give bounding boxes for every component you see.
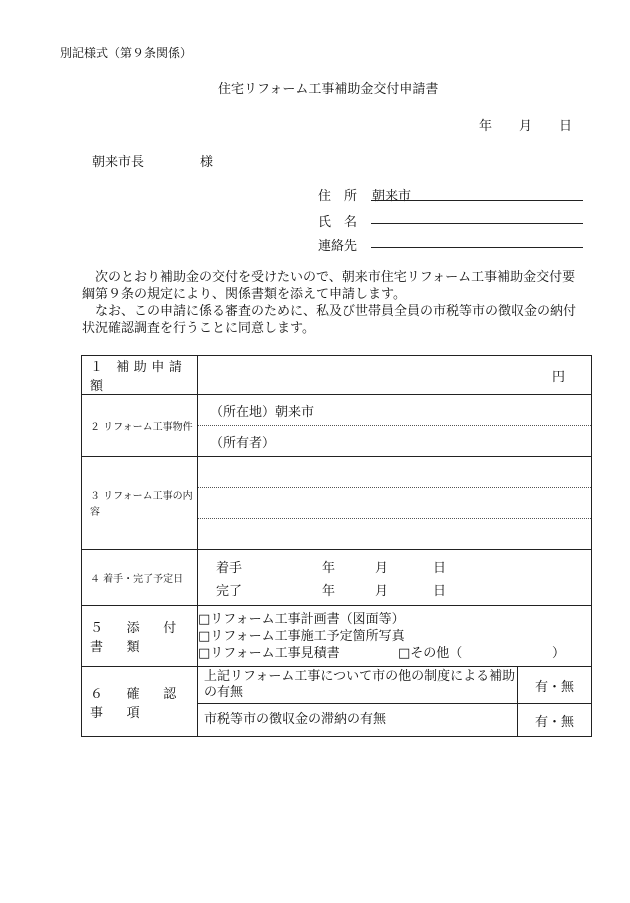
end-year-label: 年 [322, 583, 336, 599]
addressee-honorific: 様 [200, 155, 214, 170]
contact-field[interactable] [371, 247, 583, 248]
other-subsidy-answer[interactable]: 有・無 [518, 667, 592, 704]
application-statement [82, 269, 588, 337]
work-content-line-1[interactable] [198, 457, 591, 488]
table-row-confirm-other-subsidy [82, 667, 592, 704]
subsidy-amount-label: １ 補助申請額 [82, 356, 198, 395]
form-title: 住宅リフォーム工事補助金交付申請書 [218, 82, 439, 97]
attachment-estimate-checkbox[interactable]: □リフォーム工事見積書 [198, 645, 340, 661]
form-reference: 別記様式（第９条関係） [60, 46, 193, 60]
attachment-estimate-row [198, 645, 591, 662]
end-month-label: 月 [375, 583, 389, 599]
tax-arrears-question: 市税等市の徴収金の滞納の有無 [198, 704, 518, 737]
start-year-label: 年 [322, 560, 336, 576]
statement-paragraph-1: 次のとおり補助金の交付を受けたいので、朝来市住宅リフォーム工事補助金交付要綱第９条の規定により、関係書類を添えて申請します。 [82, 270, 576, 302]
confirmation-label: ６ 確 認 事 項 [82, 667, 198, 737]
table-row-subsidy-amount [82, 356, 592, 395]
attachment-other-close: ） [552, 645, 566, 661]
attachments-checklist [198, 606, 592, 667]
yen-unit: 円 [552, 369, 566, 385]
name-label: 氏 名 [318, 215, 358, 230]
work-content-label-cell [82, 457, 198, 550]
address-field[interactable] [371, 200, 583, 201]
work-content-line-2[interactable] [198, 488, 591, 519]
attachment-photo-checkbox[interactable]: □リフォーム工事施工予定箇所写真 [198, 628, 405, 644]
other-subsidy-question: 上記リフォーム工事について市の他の制度による補助の有無 [198, 667, 518, 704]
property-location-field[interactable] [198, 395, 591, 426]
date-day-label: 日 [559, 119, 573, 134]
work-content-fields [198, 457, 592, 550]
schedule-fields [198, 550, 592, 606]
date-year-label: 年 [479, 119, 493, 134]
property-label-cell [82, 395, 198, 457]
schedule-label-cell [82, 550, 198, 606]
attachments-label: ５ 添 付 書 類 [82, 606, 198, 667]
start-month-label: 月 [375, 560, 389, 576]
start-day-label: 日 [433, 560, 447, 576]
date-month-label: 月 [519, 119, 533, 134]
address-label: 住 所 [318, 189, 358, 204]
statement-paragraph-2: なお、この申請に係る審査のために、私及び世帯員全員の市税等市の徴収金の納付状況確認調査を行うことに同意します。 [82, 304, 577, 336]
work-content-label: ３ リフォーム工事の内容 [90, 491, 193, 518]
property-owner-field[interactable] [198, 426, 591, 456]
property-owner-label: （所有者） [210, 435, 276, 451]
end-day-label: 日 [433, 583, 447, 599]
attachment-other-checkbox[interactable]: □その他（ [398, 645, 463, 661]
schedule-label: ４ 着手・完了予定日 [90, 573, 184, 585]
end-date-field[interactable] [216, 578, 591, 601]
tax-arrears-answer[interactable]: 有・無 [518, 704, 592, 737]
start-date-field[interactable] [216, 555, 591, 578]
table-row-attachments [82, 606, 592, 667]
end-date-label: 完了 [216, 583, 243, 599]
addressee-name: 朝来市長 [92, 155, 145, 170]
table-row-schedule [82, 550, 592, 606]
table-row-work-content [82, 457, 592, 550]
contact-label: 連絡先 [318, 239, 358, 254]
subsidy-amount-field[interactable] [198, 356, 592, 395]
property-label: ２ リフォーム工事物件 [90, 421, 193, 433]
work-content-line-3[interactable] [198, 519, 591, 549]
start-date-label: 着手 [216, 560, 243, 576]
attachment-plan-checkbox[interactable]: □リフォーム工事計画書（図面等） [198, 611, 405, 627]
table-row-property [82, 395, 592, 457]
address-prefill: 朝来市 [372, 189, 412, 204]
name-field[interactable] [371, 223, 583, 224]
property-location-label: （所在地）朝来市 [210, 404, 315, 420]
property-fields [198, 395, 592, 457]
application-table [81, 355, 592, 737]
